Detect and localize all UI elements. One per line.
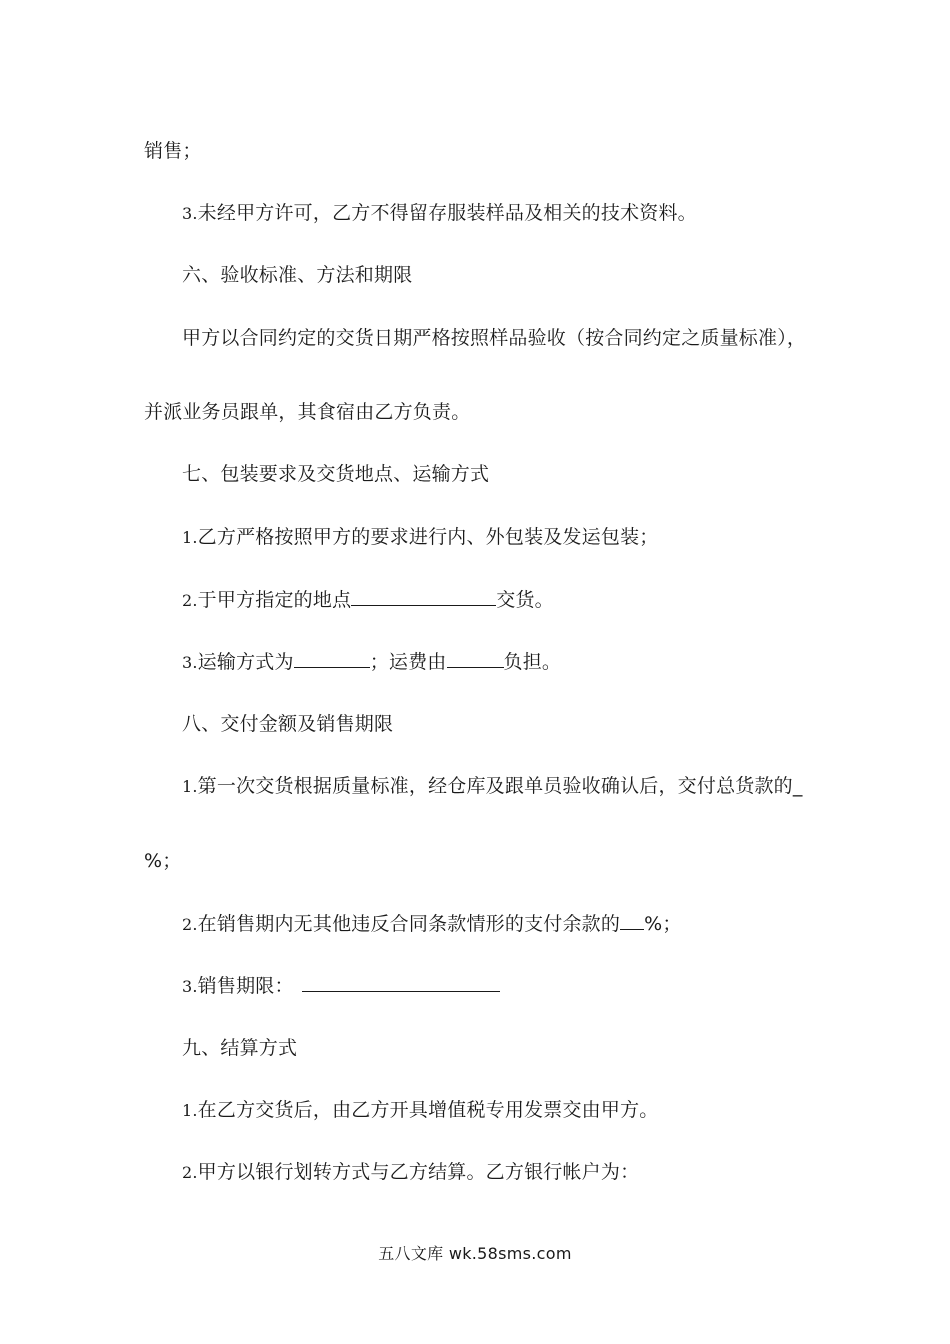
location-blank[interactable]: [351, 587, 496, 606]
item-number: 3.: [182, 204, 198, 223]
paragraph-acceptance-line1: 甲方以合同约定的交货日期严格按照样品验收（按合同约定之质量标准），: [182, 327, 807, 349]
item-number: 2.: [182, 591, 198, 610]
paragraph-transport: 3.运输方式为 ；运费由 负担。: [182, 651, 562, 673]
balance-percent-blank[interactable]: [620, 911, 644, 930]
paragraph-sales-period: 3.销售期限：: [182, 973, 500, 999]
section-heading-packaging: 七、包装要求及交货地点、运输方式: [182, 463, 490, 485]
paragraph-first-payment-line1: 1.第一次交货根据质量标准，经仓库及跟单员验收确认后，交付总货款的_: [182, 775, 803, 797]
transport-method-blank[interactable]: [294, 649, 370, 668]
section-heading-settlement: 九、结算方式: [182, 1037, 298, 1059]
sales-period-blank[interactable]: [302, 973, 500, 992]
item-number: 1.: [182, 528, 198, 547]
item-number: 1.: [182, 777, 198, 796]
item-number: 3.: [182, 653, 198, 672]
paragraph-first-payment-line2: %；: [144, 850, 182, 872]
paragraph-bank-transfer: 2.甲方以银行划转方式与乙方结算。乙方银行帐户为：: [182, 1161, 640, 1183]
paragraph-delivery-location: 2.于甲方指定的地点 交货。: [182, 589, 554, 611]
paragraph-no-retain-samples: 3.未经甲方许可，乙方不得留存服装样品及相关的技术资料。: [182, 202, 697, 224]
section-heading-payment-amount: 八、交付金额及销售期限: [182, 713, 394, 735]
paragraph-sales: 销售；: [144, 140, 202, 162]
item-number: 1.: [182, 1101, 198, 1120]
section-heading-acceptance: 六、验收标准、方法和期限: [182, 264, 413, 286]
item-number: 3.: [182, 977, 198, 996]
paragraph-invoice: 1.在乙方交货后，由乙方开具增值税专用发票交由甲方。: [182, 1099, 659, 1121]
freight-payer-blank[interactable]: [447, 649, 504, 668]
paragraph-acceptance-line2: 并派业务员跟单，其食宿由乙方负责。: [144, 401, 471, 423]
item-number: 2.: [182, 915, 198, 934]
paragraph-packaging: 1.乙方严格按照甲方的要求进行内、外包装及发运包装；: [182, 526, 659, 548]
paragraph-balance-payment: 2.在销售期内无其他违反合同条款情形的支付余款的 %；: [182, 913, 682, 935]
item-number: 2.: [182, 1163, 198, 1182]
page-footer: 五八文库 wk.58sms.com: [378, 1244, 572, 1263]
